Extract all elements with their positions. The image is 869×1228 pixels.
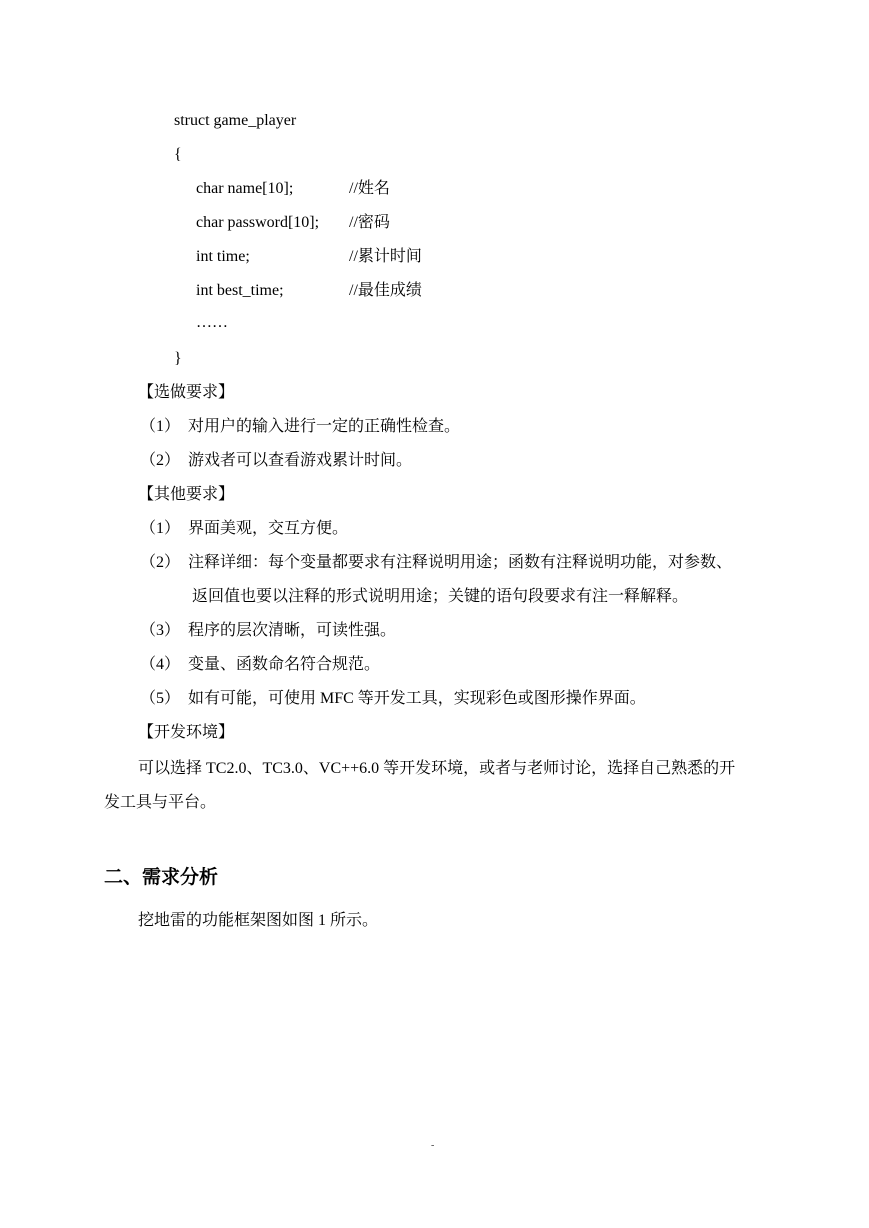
item-number: （3）	[140, 622, 181, 639]
item-number: （2）	[140, 452, 181, 469]
struct-close-brace: }	[174, 350, 182, 367]
struct-field-best-time	[196, 280, 696, 302]
item-text: 变量、函数命名符合规范。	[188, 656, 381, 673]
field-comment: //累计时间	[349, 248, 422, 265]
list-item	[140, 620, 396, 642]
dev-environment-paragraph-line2: 发工具与平台。	[104, 794, 217, 811]
struct-ellipsis: ……	[196, 314, 228, 331]
dev-environment-heading: 【开发环境】	[138, 724, 235, 741]
struct-declaration: struct game_player	[174, 112, 297, 129]
list-item-continuation: 返回值也要以注释的形式说明用途；关键的语句段要求有注一释解释。	[192, 588, 689, 605]
section-heading: 二、需求分析	[104, 866, 219, 888]
struct-field-name	[196, 178, 696, 200]
item-text: 程序的层次清晰，可读性强。	[188, 622, 397, 639]
field-code: char name[10];	[196, 180, 294, 197]
field-comment: //最佳成绩	[349, 282, 422, 299]
field-comment: //密码	[349, 214, 390, 231]
optional-requirements-heading: 【选做要求】	[138, 384, 235, 401]
dev-environment-paragraph-line1: 可以选择 TC2.0、TC3.0、VC++6.0 等开发环境，或者与老师讨论，选择自己熟悉的开	[138, 760, 736, 777]
field-code: int best_time;	[196, 282, 284, 299]
list-item	[140, 416, 460, 438]
list-item	[140, 688, 646, 710]
page-footer-mark: -	[431, 1140, 435, 1151]
struct-field-time	[196, 246, 696, 268]
struct-field-password	[196, 212, 696, 234]
list-item	[140, 552, 732, 574]
field-comment: //姓名	[349, 180, 390, 197]
item-text: 注释详细：每个变量都要求有注释说明用途；函数有注释说明功能，对参数、	[188, 554, 733, 571]
item-number: （2）	[140, 554, 181, 571]
other-requirements-heading: 【其他要求】	[138, 486, 235, 503]
item-text: 界面美观，交互方便。	[188, 520, 349, 537]
struct-open-brace: {	[174, 146, 182, 163]
item-number: （1）	[140, 520, 181, 537]
section-paragraph: 挖地雷的功能框架图如图 1 所示。	[138, 912, 379, 929]
item-number: （5）	[140, 690, 181, 707]
item-number: （1）	[140, 418, 181, 435]
list-item	[140, 450, 412, 472]
field-code: int time;	[196, 248, 250, 265]
item-number: （4）	[140, 656, 181, 673]
list-item	[140, 518, 348, 540]
field-code: char password[10];	[196, 214, 320, 231]
item-text: 如有可能，可使用 MFC 等开发工具，实现彩色或图形操作界面。	[188, 690, 646, 707]
list-item	[140, 654, 380, 676]
item-text: 对用户的输入进行一定的正确性检查。	[188, 418, 461, 435]
item-text: 游戏者可以查看游戏累计时间。	[188, 452, 413, 469]
